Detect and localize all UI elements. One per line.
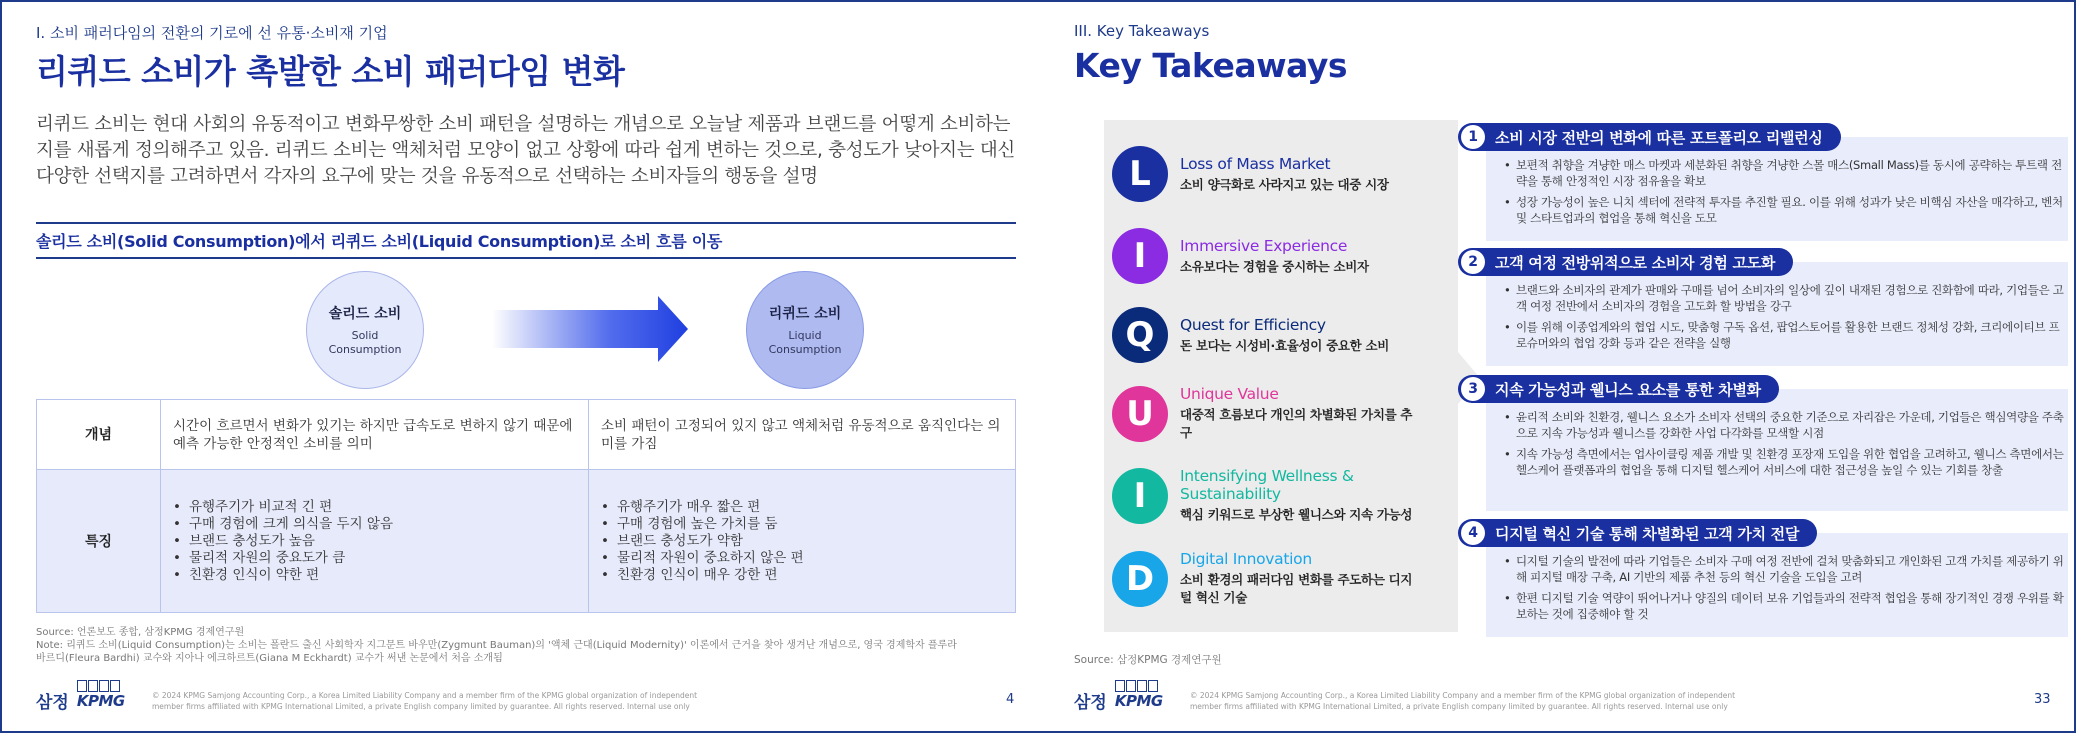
kpmg-logo-icon (77, 692, 125, 710)
liquid-sub1: Liquid (788, 329, 822, 342)
logo-korean: 삼정 (36, 693, 69, 713)
letter-badge: I (1112, 468, 1168, 524)
logo-english: KPMG (1114, 691, 1163, 710)
letter-badge: Q (1112, 307, 1168, 363)
list-item: • 구매 경험에 크게 의식을 두지 않음 (173, 516, 576, 533)
item-korean: 소비 양극화로 사라지고 있는 대중 시장 (1180, 176, 1389, 192)
legal-text (1190, 690, 1750, 712)
letter-badge: D (1112, 551, 1168, 607)
takeaway-number: 4 (1461, 521, 1485, 545)
kpmg-logo-icon (1115, 692, 1163, 710)
legal-line-1: © 2024 KPMG Samjong Accounting Corp., a Korea Limited Liability Company and a member firm of the KPMG global organization of independent (1190, 691, 1736, 700)
list-item: • 보편적 취향을 겨냥한 매스 마켓과 세분화된 취향을 겨냥한 스몰 매스(Small Mass)를 동시에 공략하는 투트랙 전략을 통해 안정적인 시장 점유율을 확보 (1504, 157, 2064, 189)
item-english: Intensifying Wellness & Sustainability (1180, 467, 1354, 503)
takeaway-4 (1458, 519, 2068, 637)
acronym-item-u (1112, 385, 1420, 442)
item-korean: 소유보다는 경험을 중시하는 소비자 (1180, 258, 1369, 274)
note-text-1: Note: 리퀴드 소비(Liquid Consumption)는 소비는 폴란드 출신 사회학자 지그문트 바우만(Zygmunt Bauman)의 '액체 근대(Liquid Modernity)' 이론에서 근거을 찾아 생겨난 개념으로, 영국 경제학자 플루라 (36, 640, 957, 651)
takeaway-title-pill (1458, 248, 1793, 276)
takeaway-1 (1458, 123, 2068, 241)
slide-page-33 (1038, 0, 2076, 733)
acronym-item-q (1112, 307, 1420, 363)
slide-title: Key Takeaways (1074, 46, 1348, 85)
source-note (36, 626, 1016, 665)
item-english: Unique Value (1180, 385, 1279, 403)
list-item: • 윤리적 소비와 친환경, 웰니스 요소가 소비자 선택의 중요한 기준으로 자리잡은 가운데, 기업들은 핵심역량을 주축으로 지속 가능성과 웰니스를 강화한 사업 다각화를 모색할 시점 (1504, 409, 2064, 441)
item-korean: 소비 환경의 패러다임 변화를 주도하는 디지털 혁신 기술 (1180, 572, 1413, 605)
flow-arrow-icon (492, 296, 688, 362)
item-korean: 핵심 키워드로 부상한 웰니스와 지속 가능성 (1180, 507, 1413, 522)
item-korean: 대중적 흐름보다 개인의 차별화된 가치를 추구 (1180, 407, 1413, 440)
row-header-concept: 개념 (37, 400, 161, 470)
solid-name: 솔리드 소비 (328, 306, 402, 322)
item-english: Digital Innovation (1180, 550, 1312, 568)
item-english: Quest for Efficiency (1180, 315, 1326, 334)
list-item: • 물리적 자원의 중요도가 큼 (173, 550, 576, 567)
takeaway-number: 1 (1461, 125, 1485, 149)
section-label: I. 소비 패러다임의 전환의 기로에 선 유통·소비재 기업 (36, 24, 388, 42)
section-label: III. Key Takeaways (1074, 22, 1210, 40)
takeaway-number: 3 (1461, 377, 1485, 401)
source-text: Source: 삼정KPMG 경제연구원 (1074, 654, 1222, 666)
letter-badge: L (1112, 146, 1168, 202)
company-logo (1074, 688, 1163, 713)
list-item: • 물리적 자원이 중요하지 않은 편 (601, 550, 1003, 567)
solid-concept-cell: 시간이 흐르면서 변화가 있기는 하지만 급속도로 변하지 않기 때문에 예측 가능한 안정적인 소비를 의미 (161, 400, 589, 470)
legal-text (152, 690, 712, 712)
intro-paragraph: 리퀴드 소비는 현대 사회의 유동적이고 변화무쌍한 소비 패턴을 설명하는 개념으로 오늘날 제품과 브랜드를 어떻게 소비하는지를 새롭게 정의해주고 있음. 리퀴드 소비는 액체처럼 모양이 없고 상황에 따라 쉽게 변하는 것으로, 충성도가 낮아지는 대신 다양한 선택지를 고려하면서 각자의 요구에 맞는 것을 유동적으로 선택하는 소비자들의 행동을 설명 (36, 114, 1016, 187)
acronym-item-i (1112, 228, 1420, 284)
list-item: • 이를 위해 이종업계와의 협업 시도, 맞춤형 구독 옵션, 팝업스토어를 활용한 브랜드 정체성 강화, 크리에이티브 프로슈머와의 협업 강화 등과 같은 전략을 실행 (1504, 319, 2064, 351)
note-text-2: 바르디(Fleura Bardhi) 교수와 지아나 에크하르트(Giana M Eckhardt) 교수가 써낸 논문에서 처음 소개됨 (36, 653, 503, 664)
flow-heading: 솔리드 소비(Solid Consumption)에서 리퀴드 소비(Liquid Consumption)로 소비 흐름 이동 (36, 222, 1016, 259)
item-english: Immersive Experience (1180, 236, 1348, 255)
liquid-concept-cell: 소비 패턴이 고정되어 있지 않고 액체처럼 유동적으로 움직인다는 의미를 가짐 (589, 400, 1016, 470)
list-item: • 유행주기가 비교적 긴 편 (173, 499, 576, 516)
takeaway-2 (1458, 248, 2068, 366)
row-header-features: 특징 (37, 470, 161, 613)
list-item: • 구매 경험에 높은 가치를 둠 (601, 516, 1003, 533)
list-item: • 브랜드 충성도가 높음 (173, 533, 576, 550)
takeaway-title: 고객 여정 전방위적으로 소비자 경험 고도화 (1495, 253, 1776, 272)
liquid-features-cell (589, 470, 1016, 613)
takeaway-title: 소비 시장 전반의 변화에 따른 포트폴리오 리밸런싱 (1495, 128, 1823, 147)
takeaway-title-pill (1458, 123, 1841, 151)
list-item: • 지속 가능성 측면에서는 업사이클링 제품 개발 및 친환경 포장재 도입을 위한 협업을 고려하고, 웰니스 측면에서는 헬스케어 플랫폼과의 협업을 통해 디지털 헬스케어 서비스에 대한 접근성을 높일 수 있는 기회를 창출 (1504, 446, 2064, 478)
comparison-table (36, 399, 1016, 613)
liquid-name: 리퀴드 소비 (768, 306, 842, 322)
legal-line-1: © 2024 KPMG Samjong Accounting Corp., a Korea Limited Liability Company and a member firm of the KPMG global organization of independent (152, 691, 698, 700)
legal-line-2: member firms affiliated with KPMG International Limited, a private English company limited by guarantee. All rights reserved. Internal use only (1190, 702, 1728, 711)
list-item: • 성장 가능성이 높은 니치 섹터에 전략적 투자를 추진할 필요. 이를 위해 성과가 낮은 비핵심 자산을 매각하고, 벤처 및 스타트업과의 협업을 통해 혁신을 도모 (1504, 194, 2064, 226)
source-text: Source: 언론보도 종합, 삼정KPMG 경제연구원 (36, 627, 245, 638)
acronym-item-i2 (1112, 467, 1420, 524)
item-english: Loss of Mass Market (1180, 154, 1331, 173)
solid-features-cell (161, 470, 589, 613)
takeaway-title: 디지털 혁신 기술 통해 차별화된 고객 가치 전달 (1495, 524, 1800, 543)
list-item: • 친환경 인식이 매우 강한 편 (601, 567, 1003, 584)
letter-badge: I (1112, 228, 1168, 284)
list-item: • 친환경 인식이 약한 편 (173, 567, 576, 584)
takeaway-title-pill (1458, 519, 1817, 547)
list-item: • 브랜드 충성도가 약함 (601, 533, 1003, 550)
logo-korean: 삼정 (1074, 693, 1107, 713)
takeaway-title-pill (1458, 375, 1779, 403)
takeaway-3 (1458, 375, 2068, 511)
slide-title: 리퀴드 소비가 촉발한 소비 패러다임 변화 (36, 52, 625, 91)
table-row (37, 400, 1016, 470)
acronym-item-l (1112, 146, 1420, 202)
page-number: 33 (2034, 692, 2051, 707)
item-korean: 돈 보다는 시성비·효율성이 중요한 소비 (1180, 337, 1390, 353)
table-row (37, 470, 1016, 613)
takeaway-title: 지속 가능성과 웰니스 요소를 통한 차별화 (1495, 380, 1761, 399)
liquid-consumption-circle (746, 271, 864, 389)
list-item: • 유행주기가 매우 짧은 편 (601, 499, 1003, 516)
list-item: • 한편 디지털 기술 역량이 뛰어나거나 양질의 데이터 보유 기업들과의 전략적 협업을 통해 장기적인 경쟁 우위를 확보하는 것에 집중해야 할 것 (1504, 590, 2064, 622)
legal-line-2: member firms affiliated with KPMG International Limited, a private English company limited by guarantee. All rights reserved. Internal use only (152, 702, 690, 711)
liquid-sub2: Consumption (768, 343, 842, 356)
list-item: • 디지털 기술의 발전에 따라 기업들은 소비자 구매 여정 전반에 걸쳐 맞춤화되고 개인화된 고객 가치를 제공하기 위해 피지털 매장 구축, AI 기반의 제품 추천 등의 혁신 기술을 도입을 고려 (1504, 553, 2064, 585)
solid-sub1: Solid (351, 329, 379, 342)
company-logo (36, 688, 125, 713)
solid-consumption-circle (306, 271, 424, 389)
takeaway-number: 2 (1461, 250, 1485, 274)
logo-english: KPMG (76, 691, 125, 710)
letter-badge: U (1112, 386, 1168, 442)
acronym-item-d (1112, 550, 1420, 607)
page-number: 4 (1006, 692, 1015, 707)
list-item: • 브랜드와 소비자의 관계가 판매와 구매를 넘어 소비자의 일상에 깊이 내재된 경험으로 진화함에 따라, 기업들은 고객 여정 전반에서 소비자의 경험을 고도화 할 방법을 강구 (1504, 282, 2064, 314)
solid-sub2: Consumption (328, 343, 402, 356)
